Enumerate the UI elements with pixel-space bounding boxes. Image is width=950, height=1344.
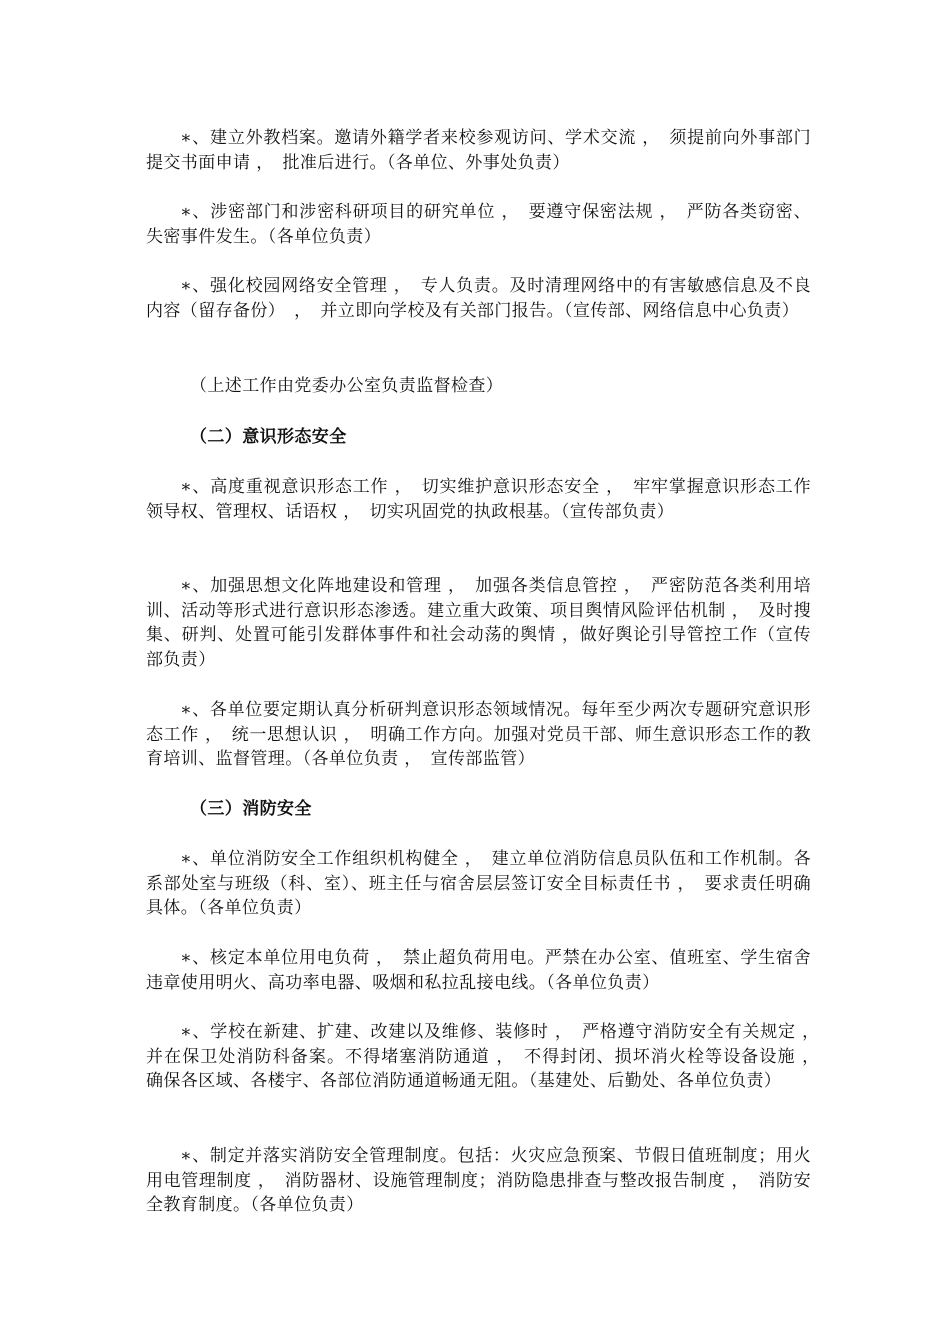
paragraph-foreign-teacher-archive: ∗、建立外教档案。邀请外籍学者来校参观访问、学术交流 ， 须提前向外事部门提交书面申请 ， 批准后进行。（各单位、外事处负责） (146, 128, 811, 173)
paragraph-ideology-work: ∗、高度重视意识形态工作 ， 切实维护意识形态安全 ， 牢牢掌握意识形态工作领导权、管理权、话语权 ， 切实巩固党的执政根基。（宣传部负责） (146, 477, 811, 522)
paragraph-culture-position: ∗、加强思想文化阵地建设和管理 ， 加强各类信息管控 ， 严密防范各类利用培训、活动等形式进行意识形态渗透。建立重大政策、项目舆情风险评估机制 ， 及时搜集、研判、处置可能引发群体事件和社会动荡的舆情 ，做好舆论引导管控工作（宣传部负责） (146, 576, 811, 670)
paragraph-construction-fire: ∗、学校在新建、扩建、改建以及维修、装修时 ， 严格遵守消防安全有关规定 ， 并在保卫处消防科备案。不得堵塞消防通道 ， 不得封闭、损坏消火栓等设备设施 ， 确保各区域、各楼宇、各部位消防通道畅通无阻。（基建处、后勤处、各单位负责） (146, 1022, 829, 1091)
paragraph-ideology-analysis: ∗、各单位要定期认真分析研判意识形态领域情况。每年至少两次专题研究意识形态工作 ， 统一思想认识 ， 明确工作方向。加强对党员干部、师生意识形态工作的教育培训、监督管理。（各单位负责 ， 宣传部监管） (146, 700, 811, 769)
paragraph-network-security: ∗、强化校园网络安全管理 ， 专人负责。及时清理网络中的有害敏感信息及不良内容（留存备份） ， 并立即向学校及有关部门报告。（宣传部、网络信息中心负责） (146, 276, 811, 321)
supervision-note: （上述工作由党委办公室负责监督检查） (190, 376, 504, 396)
section-heading-ideology: （二）意识形态安全 (190, 427, 347, 447)
paragraph-fire-management-system: ∗、制定并落实消防安全管理制度。包括：火灾应急预案、节假日值班制度；用火用电管理制度 ， 消防器材、设施管理制度；消防隐患排查与整改报告制度 ， 消防安全教育制度。（各单位负责） (146, 1146, 811, 1215)
paragraph-confidentiality: ∗、涉密部门和涉密科研项目的研究单位 ， 要遵守保密法规 ， 严防各类窃密、失密事件发生。（各单位负责） (146, 202, 811, 247)
section-heading-fire-safety: （三）消防安全 (190, 799, 312, 819)
paragraph-electricity-load: ∗、核定本单位用电负荷 ， 禁止超负荷用电。严禁在办公室、值班室、学生宿舍违章使用明火、高功率电器、吸烟和私拉乱接电线。（各单位负责） (146, 948, 811, 993)
paragraph-fire-organization: ∗、单位消防安全工作组织机构健全 ， 建立单位消防信息员队伍和工作机制。各系部处室与班级（科、室）、班主任与宿舍层层签订安全目标责任书 ， 要求责任明确具体。（各单位负责） (146, 849, 811, 918)
